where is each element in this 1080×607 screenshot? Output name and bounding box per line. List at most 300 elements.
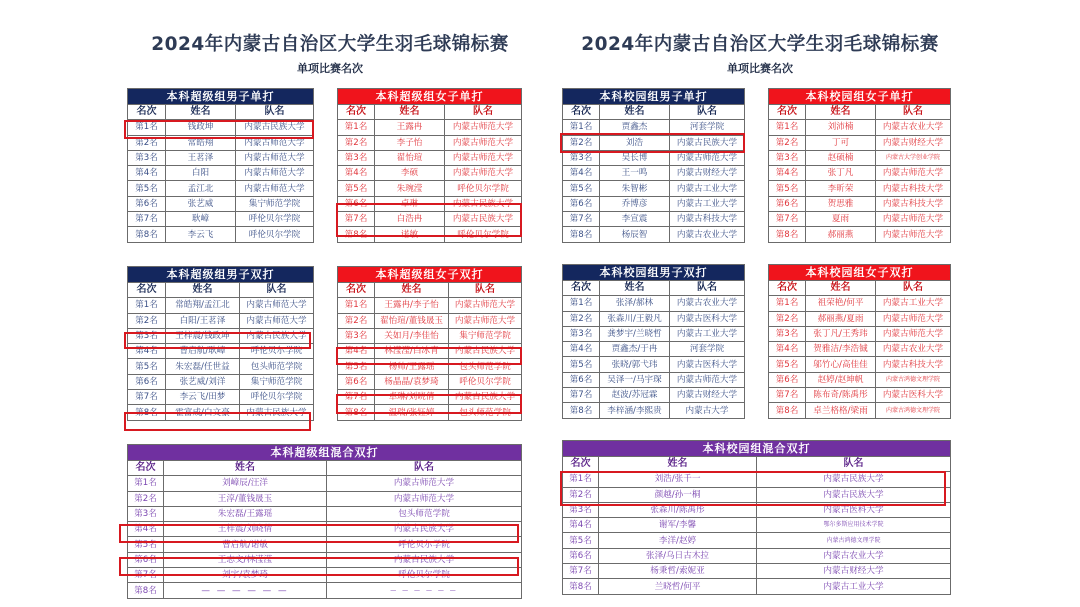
table-row	[338, 344, 522, 359]
player-name-cell: 王志文/林滢滢	[164, 552, 327, 567]
name-column-header: 姓名	[166, 283, 240, 298]
rank-cell: 第4名	[338, 344, 375, 359]
player-name-cell: 王茗泽	[166, 150, 236, 165]
player-name-cell: 吴长博	[600, 150, 670, 165]
team-name-cell: 内蒙古农业大学	[876, 120, 951, 135]
team-name-cell: 河套学院	[670, 342, 745, 357]
table-row	[563, 227, 745, 242]
table-row	[128, 552, 522, 567]
column-header-row	[128, 283, 314, 298]
rank-cell: 第6名	[563, 372, 600, 387]
team-name-cell: 内蒙古医科大学	[670, 311, 745, 326]
rank-column-header: 名次	[563, 457, 599, 472]
column-header-row	[338, 283, 522, 298]
player-name-cell: 白浩冉	[375, 212, 445, 227]
name-column-header: 姓名	[164, 461, 327, 476]
player-name-cell: 朱宏磊/任世益	[166, 359, 240, 374]
player-name-cell: 陈布奇/陈禹彤	[806, 388, 876, 403]
player-name-cell: 乔博彦	[600, 196, 670, 211]
table-row	[128, 374, 314, 389]
player-name-cell: 赵波/苏冠霖	[600, 388, 670, 403]
column-header-row	[563, 281, 745, 296]
player-name-cell: 张艺威	[166, 196, 236, 211]
team-name-cell: 内蒙古民族大学	[240, 405, 314, 420]
player-name-cell: 王淳/董钱晟玉	[164, 491, 327, 506]
table-header-title: 本科超级组女子双打	[338, 267, 522, 283]
table-row	[338, 120, 522, 135]
table-row	[769, 227, 951, 242]
table-campus-mixed-doubles	[562, 440, 951, 595]
table-row	[128, 150, 314, 165]
table-row	[128, 537, 522, 552]
player-name-cell: 李云飞	[166, 227, 236, 242]
rank-cell: 第5名	[128, 359, 166, 374]
table-row	[563, 120, 745, 135]
rank-cell: 第6名	[769, 372, 806, 387]
rank-cell: 第2名	[563, 487, 599, 502]
player-name-cell: 朱宏磊/王露瑶	[164, 506, 327, 521]
table-row	[128, 583, 522, 598]
player-name-cell: 李梓涵/李熙贵	[600, 403, 670, 418]
team-name-cell: 内蒙古工业大学	[670, 181, 745, 196]
table-row	[128, 506, 522, 521]
page-subtitle: 单项比赛名次	[297, 62, 363, 75]
table-row	[338, 212, 522, 227]
table-row	[128, 405, 314, 420]
player-name-cell: 吴泽一/马宇琛	[600, 372, 670, 387]
team-name-cell: 内蒙古民族大学	[670, 135, 745, 150]
rank-cell: 第8名	[338, 227, 375, 242]
player-name-cell: 李云飞/田梦	[166, 390, 240, 405]
team-name-cell: 内蒙古师范大学	[445, 135, 522, 150]
rank-cell: 第4名	[563, 518, 599, 533]
team-name-cell: 内蒙古师范大学	[236, 166, 314, 181]
rank-cell: 第4名	[128, 522, 164, 537]
rank-column-header: 名次	[128, 283, 166, 298]
player-name-cell: 卓琳	[375, 196, 445, 211]
table-row	[769, 403, 951, 418]
team-name-cell: 内蒙古民族大学	[236, 120, 314, 135]
rank-cell: 第2名	[563, 311, 600, 326]
rank-cell: 第4名	[769, 342, 806, 357]
player-name-cell: 张晓/郭弋玮	[600, 357, 670, 372]
table-row	[128, 476, 522, 491]
rank-cell: 第8名	[128, 227, 166, 242]
rank-cell: 第5名	[563, 357, 600, 372]
player-name-cell: 丁可	[806, 135, 876, 150]
team-name-cell: 内蒙古师范大学	[240, 313, 314, 328]
page-title: 2024年内蒙古自治区大学生羽毛球锦标赛	[581, 34, 939, 55]
player-name-cell: 诺敏	[375, 227, 445, 242]
table-row	[563, 472, 951, 487]
team-name-cell: 内蒙古师范大学	[670, 372, 745, 387]
table-header-title: 本科校园组混合双打	[563, 441, 951, 457]
player-name-cell: 刘浩	[600, 135, 670, 150]
table-row	[338, 150, 522, 165]
player-name-cell: 张森川/陈禹彤	[599, 502, 757, 517]
rank-cell: 第2名	[563, 135, 600, 150]
player-name-cell: 张森川/王毅凡	[600, 311, 670, 326]
table-row	[769, 311, 951, 326]
team-name-cell: 内蒙古农业大学	[670, 296, 745, 311]
team-name-cell: 内蒙古大学	[670, 403, 745, 418]
left-panel-super-group	[115, 0, 545, 607]
player-name-cell: — — — — — —	[164, 583, 327, 598]
player-name-cell: 王梓震/钱政坤	[166, 328, 240, 343]
table-row	[128, 390, 314, 405]
player-name-cell: 刘浩/张千一	[599, 472, 757, 487]
table-row	[563, 212, 745, 227]
team-name-cell: 内蒙古民族大学	[445, 212, 522, 227]
player-name-cell: 兰晓哲/何平	[599, 579, 757, 594]
rank-cell: 第2名	[338, 135, 375, 150]
player-name-cell: 贺思雅	[806, 196, 876, 211]
table-header-title: 本科校园组男子双打	[563, 265, 745, 281]
rank-cell: 第6名	[128, 196, 166, 211]
rank-cell: 第7名	[563, 212, 600, 227]
team-name-cell: 内蒙古科技大学	[876, 181, 951, 196]
rank-cell: 第8名	[563, 579, 599, 594]
player-name-cell: 张泽/郝林	[600, 296, 670, 311]
team-name-cell: 内蒙古鸿德文理学院	[876, 372, 951, 387]
team-name-cell: 内蒙古民族大学	[240, 328, 314, 343]
team-name-cell: 内蒙古民族大学	[757, 472, 951, 487]
team-name-cell: 呼伦贝尔学院	[327, 537, 522, 552]
team-name-cell: 内蒙古鸿德文理学院	[757, 533, 951, 548]
player-name-cell: 常皓翔	[166, 135, 236, 150]
team-name-cell: 内蒙古财经大学	[876, 135, 951, 150]
name-column-header: 姓名	[600, 105, 670, 120]
player-name-cell: 贾鑫杰	[600, 120, 670, 135]
name-column-header: 姓名	[806, 105, 876, 120]
rank-column-header: 名次	[769, 281, 806, 296]
rank-cell: 第3名	[769, 326, 806, 341]
player-name-cell: 贾鑫杰/于冉	[600, 342, 670, 357]
table-row	[563, 564, 951, 579]
player-name-cell: 刘沛楠	[806, 120, 876, 135]
rank-cell: 第3名	[563, 150, 600, 165]
table-row	[128, 313, 314, 328]
rank-cell: 第5名	[769, 357, 806, 372]
rank-cell: 第2名	[769, 311, 806, 326]
rank-cell: 第8名	[128, 405, 166, 420]
table-row	[769, 357, 951, 372]
rank-cell: 第1名	[563, 296, 600, 311]
player-name-cell: 谢军/李馨	[599, 518, 757, 533]
player-name-cell: 白阳	[166, 166, 236, 181]
player-name-cell: 杨晶晶/袁梦琦	[375, 374, 449, 389]
table-row	[769, 135, 951, 150]
table-row	[769, 326, 951, 341]
team-name-cell: 内蒙古医科大学	[876, 388, 951, 403]
table-row	[769, 212, 951, 227]
rank-cell: 第4名	[563, 342, 600, 357]
table-row	[563, 135, 745, 150]
team-name-cell: 内蒙古师范大学	[327, 476, 522, 491]
rank-cell: 第7名	[563, 388, 600, 403]
player-name-cell: 温瑞/张钰婷	[375, 405, 449, 420]
table-row	[563, 518, 951, 533]
team-name-cell: 集宁师范学院	[449, 328, 522, 343]
table-super-womens-singles	[337, 88, 522, 243]
table-row	[128, 522, 522, 537]
team-column-header: 队名	[757, 457, 951, 472]
team-name-cell: 内蒙古财经大学	[670, 388, 745, 403]
rank-cell: 第3名	[563, 502, 599, 517]
table-row	[338, 196, 522, 211]
table-row	[563, 311, 745, 326]
rank-cell: 第5名	[128, 181, 166, 196]
table-header-title: 本科校园组女子单打	[769, 89, 951, 105]
player-name-cell: 王露冉/李子怡	[375, 298, 449, 313]
rank-cell: 第4名	[338, 166, 375, 181]
rank-cell: 第8名	[338, 405, 375, 420]
player-name-cell: 钱政坤	[166, 120, 236, 135]
table-header-title: 本科校园组男子单打	[563, 89, 745, 105]
rank-cell: 第8名	[769, 227, 806, 242]
team-name-cell: 内蒙古农业大学	[670, 227, 745, 242]
team-name-cell: 内蒙古财经大学	[757, 564, 951, 579]
rank-column-header: 名次	[563, 281, 600, 296]
table-row	[563, 533, 951, 548]
rank-cell: 第7名	[769, 388, 806, 403]
table-row	[563, 196, 745, 211]
rank-column-header: 名次	[128, 461, 164, 476]
table-row	[128, 298, 314, 313]
table-row	[338, 166, 522, 181]
rank-cell: 第3名	[338, 150, 375, 165]
player-name-cell: 卓琳/刘晓倩	[375, 390, 449, 405]
team-name-cell: 内蒙古工业大学	[670, 196, 745, 211]
player-name-cell: 李硕	[375, 166, 445, 181]
rank-cell: 第5名	[563, 181, 600, 196]
table-campus-womens-doubles	[768, 264, 951, 419]
table-row	[769, 196, 951, 211]
team-column-header: 队名	[670, 281, 745, 296]
team-name-cell: 内蒙古农业大学	[757, 548, 951, 563]
team-name-cell: 内蒙古科技大学	[876, 196, 951, 211]
rank-cell: 第1名	[563, 120, 600, 135]
table-campus-mens-singles	[562, 88, 745, 243]
player-name-cell: 贺雅洁/李浩铖	[806, 342, 876, 357]
rank-cell: 第4名	[563, 166, 600, 181]
rank-cell: 第3名	[338, 328, 375, 343]
name-column-header: 姓名	[375, 283, 449, 298]
team-name-cell: 内蒙古工业大学	[757, 579, 951, 594]
column-header-row	[769, 105, 951, 120]
table-row	[769, 150, 951, 165]
rank-cell: 第6名	[128, 552, 164, 567]
rank-cell: 第4名	[769, 166, 806, 181]
table-super-mixed-doubles	[127, 444, 522, 599]
rank-cell: 第1名	[128, 120, 166, 135]
page-title: 2024年内蒙古自治区大学生羽毛球锦标赛	[151, 34, 509, 55]
team-name-cell: 内蒙古师范大学	[876, 227, 951, 242]
rank-column-header: 名次	[338, 105, 375, 120]
rank-cell: 第2名	[128, 135, 166, 150]
column-header-row	[128, 461, 522, 476]
rank-cell: 第3名	[128, 328, 166, 343]
player-name-cell: 李洋/赵婷	[599, 533, 757, 548]
rank-cell: 第2名	[128, 313, 166, 328]
rank-cell: 第8名	[563, 227, 600, 242]
team-name-cell: 内蒙古工业大学	[670, 326, 745, 341]
player-name-cell: 夏雨	[806, 212, 876, 227]
player-name-cell: 翟怡瑄	[375, 150, 445, 165]
player-name-cell: 龚梦宇/兰晓哲	[600, 326, 670, 341]
player-name-cell: 张丁凡	[806, 166, 876, 181]
rank-column-header: 名次	[769, 105, 806, 120]
rank-cell: 第6名	[338, 196, 375, 211]
player-name-cell: 郝丽燕	[806, 227, 876, 242]
table-row	[338, 390, 522, 405]
player-name-cell: 郝丽燕/夏雨	[806, 311, 876, 326]
column-header-row	[128, 105, 314, 120]
team-name-cell: 包头师范学院	[449, 359, 522, 374]
player-name-cell: 张艺威/刘洋	[166, 374, 240, 389]
player-name-cell: 刘嶂辰/汪洋	[164, 476, 327, 491]
rank-cell: 第5名	[338, 359, 375, 374]
team-column-header: 队名	[876, 105, 951, 120]
table-row	[338, 313, 522, 328]
rank-cell: 第4名	[128, 344, 166, 359]
team-name-cell: 内蒙古民族大学	[757, 487, 951, 502]
table-row	[128, 181, 314, 196]
table-row	[563, 579, 951, 594]
team-column-header: 队名	[445, 105, 522, 120]
table-row	[563, 548, 951, 563]
team-name-cell: 包头师范学院	[240, 359, 314, 374]
table-row	[338, 298, 522, 313]
table-row	[128, 491, 522, 506]
table-row	[338, 405, 522, 420]
team-column-header: 队名	[449, 283, 522, 298]
team-name-cell: 内蒙古师范大学	[876, 212, 951, 227]
table-super-mens-doubles	[127, 266, 314, 421]
player-name-cell: 颜越/孙一桐	[599, 487, 757, 502]
table-row	[338, 135, 522, 150]
table-row	[769, 181, 951, 196]
table-super-mens-singles	[127, 88, 314, 243]
player-name-cell: 李宣震	[600, 212, 670, 227]
team-name-cell: — — — — — —	[327, 583, 522, 598]
column-header-row	[338, 105, 522, 120]
team-name-cell: 内蒙古民族大学	[449, 344, 522, 359]
team-name-cell: 内蒙古医科大学	[670, 357, 745, 372]
team-name-cell: 包头师范学院	[327, 506, 522, 521]
table-header-title: 本科超级组男子单打	[128, 89, 314, 105]
player-name-cell: 赵硕楠	[806, 150, 876, 165]
rank-cell: 第6名	[563, 196, 600, 211]
rank-cell: 第2名	[769, 135, 806, 150]
team-name-cell: 呼伦贝尔学院	[449, 374, 522, 389]
table-header-title: 本科超级组男子双打	[128, 267, 314, 283]
rank-cell: 第7名	[563, 564, 599, 579]
rank-cell: 第7名	[128, 212, 166, 227]
table-row	[563, 326, 745, 341]
rank-cell: 第1名	[769, 120, 806, 135]
player-name-cell: 曹启航/诺敏	[164, 537, 327, 552]
table-row	[128, 196, 314, 211]
table-row	[563, 150, 745, 165]
table-row	[128, 359, 314, 374]
rank-cell: 第7名	[769, 212, 806, 227]
name-column-header: 姓名	[806, 281, 876, 296]
table-row	[128, 344, 314, 359]
team-name-cell: 内蒙古师范大学	[449, 298, 522, 313]
team-name-cell: 鄂尔多斯应用技术学院	[757, 518, 951, 533]
team-name-cell: 内蒙古师范大学	[445, 166, 522, 181]
rank-cell: 第1名	[338, 298, 375, 313]
rank-cell: 第7名	[128, 390, 166, 405]
rank-cell: 第2名	[128, 491, 164, 506]
table-header-title: 本科超级组混合双打	[128, 445, 522, 461]
player-name-cell: 杨秉哲/索妮亚	[599, 564, 757, 579]
player-name-cell: 祖荣艳/何平	[806, 296, 876, 311]
rank-cell: 第5名	[769, 181, 806, 196]
table-header-title: 本科超级组女子单打	[338, 89, 522, 105]
player-name-cell: 张泽/乌日古木拉	[599, 548, 757, 563]
team-name-cell: 内蒙古鸿德文理学院	[876, 403, 951, 418]
name-column-header: 姓名	[600, 281, 670, 296]
rank-column-header: 名次	[338, 283, 375, 298]
table-row	[563, 166, 745, 181]
team-name-cell: 内蒙古师范大学	[240, 298, 314, 313]
rank-column-header: 名次	[563, 105, 600, 120]
team-name-cell: 内蒙古师范大学	[449, 313, 522, 328]
player-name-cell: 关如月/李佳怡	[375, 328, 449, 343]
player-name-cell: 邬竹心/高佳佳	[806, 357, 876, 372]
rank-cell: 第4名	[128, 166, 166, 181]
table-row	[563, 372, 745, 387]
rank-cell: 第3名	[769, 150, 806, 165]
table-header-title: 本科校园组女子双打	[769, 265, 951, 281]
table-super-womens-doubles	[337, 266, 522, 421]
player-name-cell: 王露冉	[375, 120, 445, 135]
name-column-header: 姓名	[375, 105, 445, 120]
rank-cell: 第6名	[769, 196, 806, 211]
player-name-cell: 翟怡瑄/董钱晟玉	[375, 313, 449, 328]
table-row	[563, 388, 745, 403]
name-column-header: 姓名	[599, 457, 757, 472]
rank-cell: 第5名	[338, 181, 375, 196]
team-name-cell: 内蒙古工业大学	[876, 296, 951, 311]
rank-cell: 第6名	[563, 548, 599, 563]
team-column-header: 队名	[240, 283, 314, 298]
team-column-header: 队名	[670, 105, 745, 120]
table-row	[769, 342, 951, 357]
player-name-cell: 赵婷/赵坤帆	[806, 372, 876, 387]
table-row	[769, 166, 951, 181]
rank-cell: 第3名	[563, 326, 600, 341]
team-column-header: 队名	[236, 105, 314, 120]
rank-cell: 第1名	[128, 476, 164, 491]
team-name-cell: 内蒙古师范大学	[327, 491, 522, 506]
table-campus-womens-singles	[768, 88, 951, 243]
table-campus-mens-doubles	[562, 264, 745, 419]
team-name-cell: 集宁师范学院	[240, 374, 314, 389]
team-name-cell: 集宁师范学院	[236, 196, 314, 211]
team-name-cell: 内蒙古师范大学	[876, 311, 951, 326]
right-panel-campus-group	[545, 0, 975, 607]
team-column-header: 队名	[876, 281, 951, 296]
team-name-cell: 内蒙古师范大学	[670, 150, 745, 165]
team-name-cell: 内蒙古师范大学	[876, 326, 951, 341]
team-name-cell: 呼伦贝尔学院	[236, 227, 314, 242]
player-name-cell: 卓兰格格/梁雨	[806, 403, 876, 418]
player-name-cell: 李子怡	[375, 135, 445, 150]
team-name-cell: 内蒙古科技大学	[876, 357, 951, 372]
